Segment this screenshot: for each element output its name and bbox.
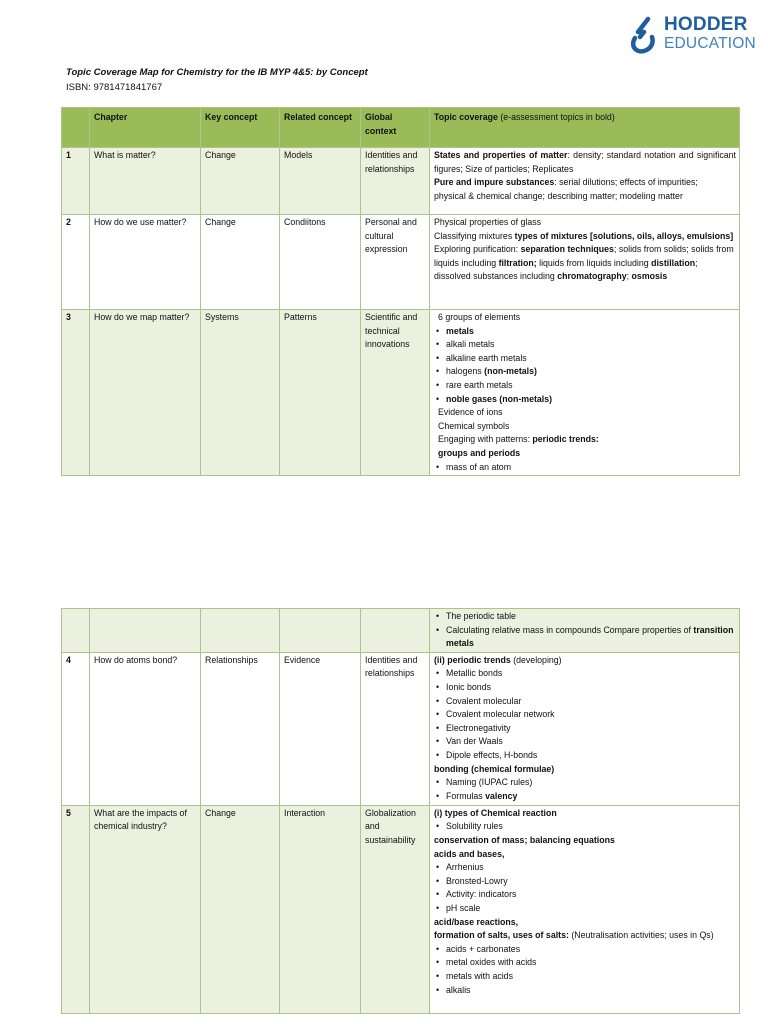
key-concept: Change [201, 215, 280, 310]
chapter-number: 5 [62, 805, 90, 1013]
chapter-title [90, 609, 201, 653]
related-concept: Condiitons [280, 215, 361, 310]
topic-bold: bonding (chemical formulae) [434, 763, 555, 774]
topic-list [434, 861, 736, 915]
list-item: • rare earth metals [434, 379, 736, 393]
list-item: • alkalis [434, 984, 736, 998]
topic-coverage [430, 310, 740, 476]
key-concept: Systems [201, 310, 280, 476]
list-item: • Solubility rules [434, 820, 736, 834]
document-title: Topic Coverage Map for Chemistry for the IB MYP 4&5: by Concept [66, 67, 368, 78]
related-concept [280, 609, 361, 653]
topic-text: liquids from liquids including [536, 257, 652, 268]
global-context: Identities and relationships [361, 148, 430, 215]
topic-coverage-table [61, 107, 740, 476]
topic-text: ; [626, 271, 632, 282]
hodder-education-logo [626, 14, 756, 58]
global-context: Identities and relationships [361, 652, 430, 805]
topic-bold: formation of salts, uses of salts: [434, 930, 569, 941]
topic-bold: (i) types of Chemical reaction [434, 807, 557, 818]
header-related-concept: Related concept [280, 108, 361, 148]
related-concept: Evidence [280, 652, 361, 805]
topic-bold: valency [485, 790, 518, 801]
topic-line [434, 176, 736, 190]
topic-text: (Neutralisation activities; uses in Qs) [568, 930, 714, 941]
topic-line [434, 916, 736, 930]
topic-bold: filtration; [498, 257, 537, 268]
topic-line [434, 848, 736, 862]
topic-bold: (ii) periodic trends [434, 654, 511, 665]
list-item: • Ionic bonds [434, 681, 736, 695]
list-item [434, 624, 736, 651]
topic-bold: types of mixtures [solutions, oils, alloys, emulsions] [514, 230, 734, 241]
header-number [62, 108, 90, 148]
chapter-number: 4 [62, 652, 90, 805]
topic-line: Physical properties of glass [434, 217, 542, 227]
chapter-number: 1 [62, 148, 90, 215]
global-context: Globalization and sustainability [361, 805, 430, 1013]
topic-coverage [430, 805, 740, 1013]
chapter-number [62, 609, 90, 653]
header-topic-coverage-label: Topic coverage [434, 112, 498, 122]
topic-coverage-table-continued [61, 608, 740, 1014]
list-item: • metals with acids [434, 970, 736, 984]
topic-bold: transition metals [446, 624, 734, 649]
topic-list [434, 325, 736, 407]
table-header-row [62, 108, 740, 148]
topic-bold: groups and periods [438, 447, 521, 458]
topic-bold: osmosis [631, 271, 668, 282]
topic-bold: separation techniques [520, 244, 614, 255]
global-context [361, 609, 430, 653]
topic-text: halogens [446, 366, 485, 377]
table-row [62, 148, 740, 215]
topic-text: : serial dilutions; effects of impurities; [554, 177, 698, 188]
related-concept: Interaction [280, 805, 361, 1013]
list-item [434, 365, 736, 379]
list-item: • acids + carbonates [434, 943, 736, 957]
chapter-title: What are the impacts of chemical industry? [90, 805, 201, 1013]
header-topic-coverage [430, 108, 740, 148]
topic-line [434, 447, 736, 461]
list-item: • Metallic bonds [434, 667, 736, 681]
list-item: • Covalent molecular [434, 695, 736, 709]
topic-text: : density; standard notation and significant figures; Size of particles; Replicates [434, 150, 736, 174]
topic-list [434, 776, 736, 803]
list-item [434, 790, 736, 804]
topic-line [434, 149, 736, 176]
list-item: • Arrhenius [434, 861, 736, 875]
topic-line [434, 433, 736, 447]
list-item: • Covalent molecular network [434, 708, 736, 722]
topic-bold: States and properties of matter [434, 150, 568, 160]
topic-line: 6 groups of elements [438, 312, 521, 322]
topic-line [434, 929, 736, 943]
related-concept: Models [280, 148, 361, 215]
topic-coverage [430, 609, 740, 653]
topic-bold: chromatography [557, 271, 627, 282]
topic-text: Classifying mixtures [434, 230, 515, 241]
topic-line [434, 654, 736, 668]
chapter-title: How do atoms bond? [90, 652, 201, 805]
list-item: • mass of an atom [434, 461, 736, 475]
chapter-title: How do we map matter? [90, 310, 201, 476]
related-concept: Patterns [280, 310, 361, 476]
chapter-number: 3 [62, 310, 90, 476]
logo-text-education: EDUCATION [664, 35, 756, 52]
topic-text: Calculating relative mass in compounds Compare properties of [446, 624, 694, 635]
logo-text-hodder: HODDER [664, 14, 748, 35]
topic-list [434, 667, 736, 762]
topic-bold: acid/base reactions, [434, 916, 519, 927]
header-topic-coverage-note: (e-assessment topics in bold) [500, 112, 615, 122]
topic-text: ; solids from solids; solids from liquids including [434, 244, 734, 268]
topic-bold: acids and bases, [434, 848, 505, 859]
list-item [434, 393, 736, 407]
list-item: • Dipole effects, H-bonds [434, 749, 736, 763]
header-key-concept: Key concept [201, 108, 280, 148]
topic-bold: (non-metals) [484, 366, 537, 377]
topic-line [434, 763, 736, 777]
topic-line: Chemical symbols [438, 420, 510, 431]
topic-list [434, 943, 736, 997]
list-item: • alkali metals [434, 338, 736, 352]
header-chapter: Chapter [90, 108, 201, 148]
topic-line [434, 834, 736, 848]
key-concept: Relationships [201, 652, 280, 805]
topic-coverage [430, 215, 740, 310]
table-row [62, 310, 740, 476]
list-item: • Electronegativity [434, 722, 736, 736]
chapter-title: What is matter? [90, 148, 201, 215]
list-item: • Van der Waals [434, 735, 736, 749]
isbn: ISBN: 9781471841767 [66, 82, 163, 93]
list-item [434, 325, 736, 339]
list-item: • The periodic table [434, 610, 736, 624]
topic-line [434, 807, 736, 821]
topic-line [434, 243, 736, 284]
key-concept [201, 609, 280, 653]
topic-text: Exploring purification: [434, 244, 521, 255]
topic-list [434, 610, 736, 651]
topic-coverage [430, 652, 740, 805]
global-context: Personal and cultural expression [361, 215, 430, 310]
list-item: • Activity: indicators [434, 888, 736, 902]
topic-list [434, 461, 736, 475]
table-row [62, 652, 740, 805]
topic-text: (developing) [510, 654, 562, 665]
key-concept: Change [201, 805, 280, 1013]
topic-text: Engaging with patterns: [438, 434, 533, 445]
hodder-logo-icon [626, 16, 662, 54]
table-row [62, 215, 740, 310]
header-global-context: Global context [361, 108, 430, 148]
topic-line: physical & chemical change; describing matter; modeling matter [434, 190, 683, 201]
list-item: • alkaline earth metals [434, 352, 736, 366]
chapter-number: 2 [62, 215, 90, 310]
list-item: • Bronsted-Lowry [434, 875, 736, 889]
list-item: • Naming (IUPAC rules) [434, 776, 736, 790]
global-context: Scientific and technical innovations [361, 310, 430, 476]
topic-list [434, 820, 736, 834]
topic-line [434, 230, 736, 244]
list-item: • metal oxides with acids [434, 956, 736, 970]
chapter-title: How do we use matter? [90, 215, 201, 310]
topic-text: ; dissolved substances including [434, 257, 698, 282]
topic-line: Evidence of ions [438, 407, 503, 418]
key-concept: Change [201, 148, 280, 215]
table-row [62, 805, 740, 1013]
topic-bold: noble gases (non-metals) [446, 393, 553, 404]
topic-bold: metals [446, 325, 474, 336]
topic-text: Formulas [446, 790, 486, 801]
topic-bold: Pure and impure substances [434, 177, 555, 188]
topic-bold: periodic trends: [532, 434, 599, 445]
topic-coverage [430, 148, 740, 215]
topic-bold: distillation [651, 257, 696, 268]
table-row [62, 609, 740, 653]
list-item: • pH scale [434, 902, 736, 916]
topic-bold: conservation of mass; balancing equations [434, 834, 615, 845]
